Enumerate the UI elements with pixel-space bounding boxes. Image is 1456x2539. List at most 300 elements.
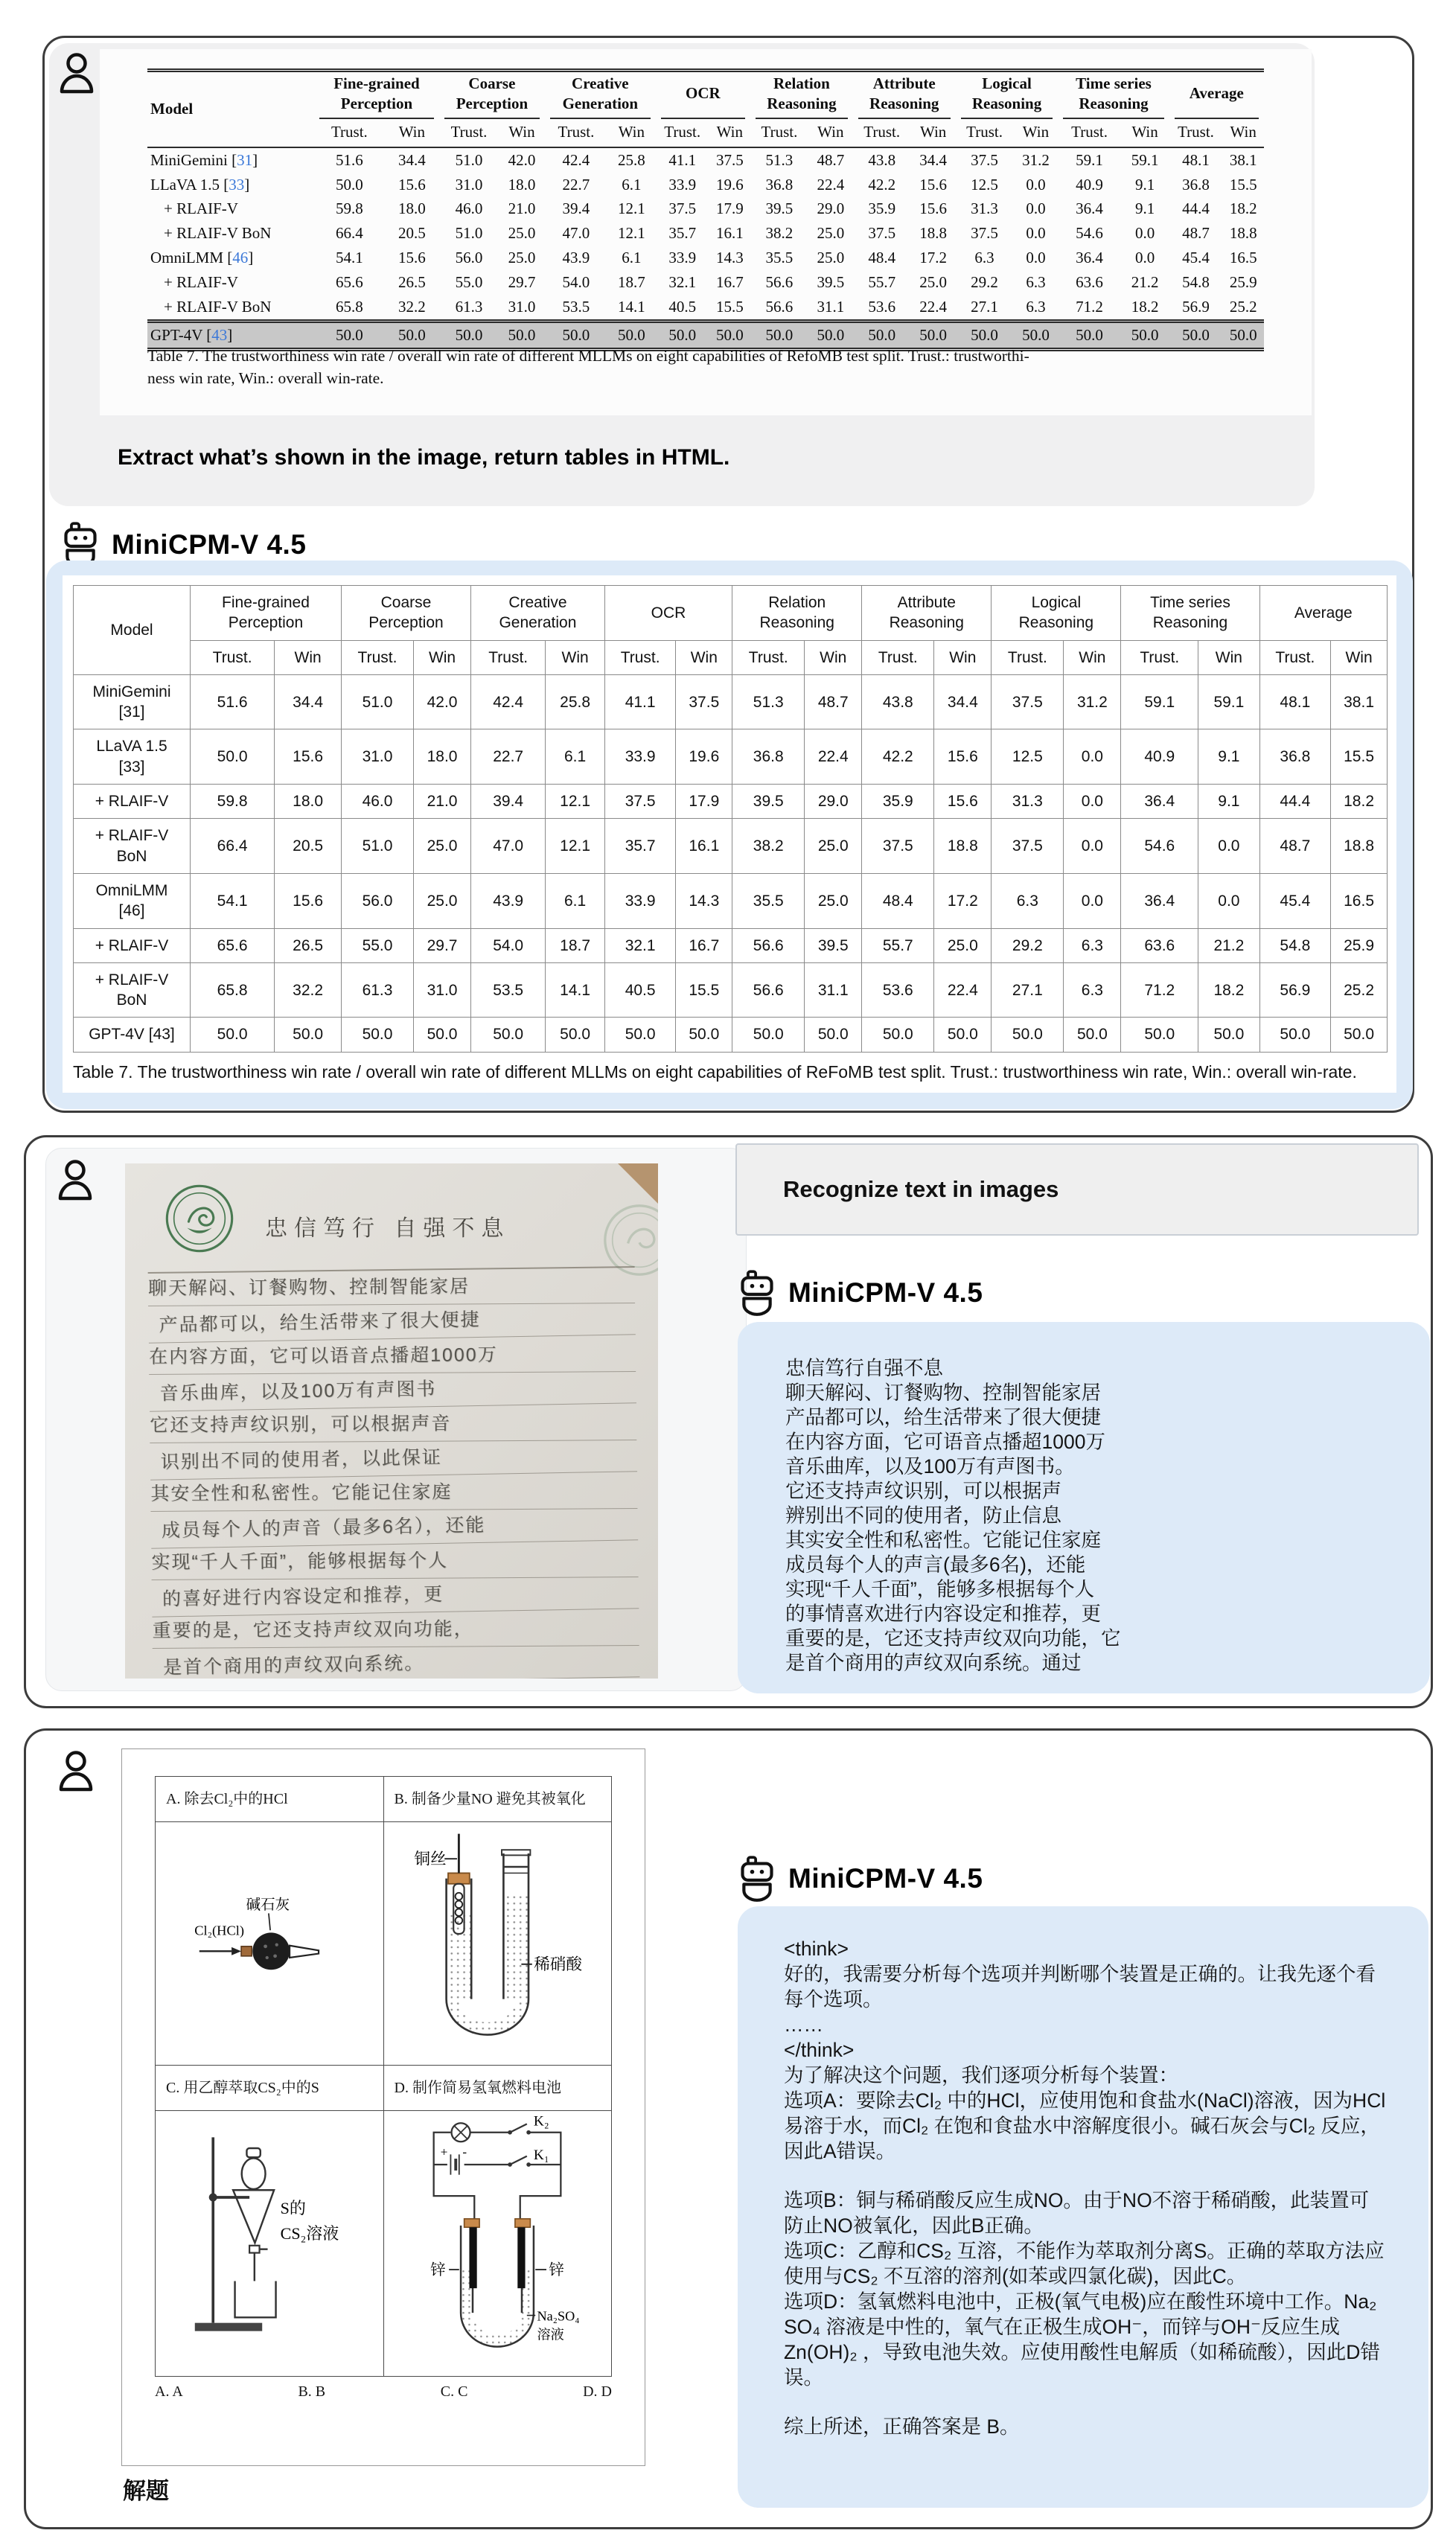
paper-table-cell: 54.6 xyxy=(1076,224,1103,243)
resp-table-cell: 18.7 xyxy=(546,928,605,962)
svg-text:+: + xyxy=(441,2144,448,2159)
paper-table-cell: 50.0 xyxy=(1013,321,1058,349)
paper-table-cell: 6.3 xyxy=(1026,297,1046,316)
resp-table-cell: 31.3 xyxy=(992,785,1064,819)
response-paragraph: …… xyxy=(784,2013,823,2036)
response-table-caption: Table 7. The trustworthiness win rate / overall win rate of different MLLMs on eight capabilities of ReFoMB test split. Trust.: trustworthiness win rate, Win.: overall win-rate. xyxy=(73,1062,1357,1082)
resp-col-group: Fine-grained Perception xyxy=(191,586,342,641)
paper-table-cell: 50.0 xyxy=(808,321,853,349)
resp-table-cell: 18.8 xyxy=(1331,819,1388,874)
option-d-diagram xyxy=(383,2111,612,2377)
resp-table-cell: 16.1 xyxy=(676,819,732,874)
resp-table-cell: 42.4 xyxy=(471,674,546,729)
dilute-nitric-acid-label: 稀硝酸 xyxy=(534,1955,583,1973)
handwritten-line: 的喜好进行内容设定和推荐，更 xyxy=(152,1574,639,1617)
handwritten-line: 音乐曲库，以及100万有声图书 xyxy=(149,1369,636,1411)
resp-col-group: Creative Generation xyxy=(471,586,605,641)
paper-table-cell: 22.4 xyxy=(919,297,947,316)
paper-table-cell: 32.1 xyxy=(668,273,697,291)
s-solution-label-2: CS₂溶液 xyxy=(280,2224,339,2243)
resp-table-cell: 50.0 xyxy=(191,1018,275,1052)
paper-table-cell: 18.8 xyxy=(919,224,947,243)
school-emblem-icon xyxy=(161,1180,238,1257)
ocr-response-text xyxy=(738,1322,1430,1676)
resp-table-cell: 25.9 xyxy=(1331,928,1388,962)
paper-table-cell: 38.2 xyxy=(765,224,794,243)
option-a-label: A. 除去Cl₂中的HCl xyxy=(156,1777,384,1822)
resp-table-cell: 25.0 xyxy=(805,873,862,928)
resp-table-cell: 25.2 xyxy=(1331,962,1388,1018)
resp-table-cell: 42.2 xyxy=(862,729,934,785)
paper-col-group: Attribute Reasoning xyxy=(853,71,956,119)
paper-table-cell: 45.4 xyxy=(1182,249,1210,267)
paper-table-cell: 31.2 xyxy=(1022,150,1050,169)
resp-table-cell: 15.5 xyxy=(676,962,732,1018)
paper-table-row xyxy=(147,147,1264,173)
resp-table-cell: 39.4 xyxy=(471,785,546,819)
response-table-panel xyxy=(63,575,1396,1093)
handwritten-line: 实现“千人千面”，能够根据每个人 xyxy=(151,1543,638,1580)
switch-k1-label: K₁ xyxy=(534,2147,549,2164)
paper-table-cell: 0.0 xyxy=(1134,224,1155,243)
user-icon xyxy=(58,1159,92,1202)
paper-model-name: + RLAIF-V xyxy=(164,199,238,218)
resp-model-name: + RLAIF-V BoN xyxy=(74,819,191,874)
paper-subheader: Win xyxy=(607,119,656,147)
response-paragraph: 好的，我需要分析每个选项并判断哪个装置是正确的。让我先逐个看每个选项。 xyxy=(784,1963,1376,2011)
resp-table-cell: 18.2 xyxy=(1198,962,1259,1018)
resp-table-cell: 51.3 xyxy=(732,674,805,729)
resp-table-cell: 35.7 xyxy=(604,819,676,874)
paper-col-group: Relation Reasoning xyxy=(750,71,853,119)
citation-number: 31 xyxy=(237,150,253,169)
paper-table-cell: 54.8 xyxy=(1182,273,1210,291)
resp-table-cell: 51.0 xyxy=(341,819,413,874)
paper-table-row xyxy=(147,221,1264,246)
paper-subheader: Win xyxy=(1013,119,1058,147)
resp-table-cell: 44.4 xyxy=(1259,785,1331,819)
resp-table-cell: 34.4 xyxy=(275,674,342,729)
resp-table-cell: 50.0 xyxy=(805,1018,862,1052)
paper-table-cell: 18.7 xyxy=(617,273,645,291)
paper-table-cell: 42.4 xyxy=(562,150,590,169)
paper-col-group: Creative Generation xyxy=(545,71,656,119)
paper-table-row xyxy=(147,270,1264,295)
resp-model-name: + RLAIF-V BoN xyxy=(74,962,191,1018)
response-line: 音乐曲库，以及100万有声图书。 xyxy=(785,1455,1075,1478)
handwritten-line: 识别出不同的使用者，以此保证 xyxy=(150,1437,637,1480)
paper-model-name: GPT-4V [43] xyxy=(147,321,314,349)
response-paragraph: <think> xyxy=(784,1938,849,1960)
resp-table-cell: 37.5 xyxy=(992,674,1064,729)
paper-table-caption xyxy=(147,345,1264,389)
paper-subheader: Win xyxy=(385,119,439,147)
paper-caption-line2: ness win rate, Win.: overall win-rate. xyxy=(147,368,384,387)
paper-table-cell: 63.6 xyxy=(1076,273,1103,291)
paper-table-cell: 15.5 xyxy=(1229,175,1257,194)
paper-table-cell: 29.2 xyxy=(971,273,998,291)
resp-table-cell: 38.1 xyxy=(1331,674,1388,729)
paper-table-cell: 44.4 xyxy=(1182,199,1210,218)
resp-subheader: Trust. xyxy=(191,640,275,674)
paper-subheader: Win xyxy=(808,119,853,147)
paper-table-cell: 47.0 xyxy=(562,224,590,243)
resp-table-cell: 50.0 xyxy=(1331,1018,1388,1052)
resp-col-group: OCR xyxy=(604,586,732,641)
resp-table-cell: 12.5 xyxy=(992,729,1064,785)
paper-table-cell: 21.0 xyxy=(508,199,536,218)
resp-table-cell: 18.0 xyxy=(414,729,471,785)
response-paragraph: 选项C：乙醇和CS₂ 互溶，不能作为萃取剂分离S。正确的萃取方法应使用与CS₂ 不互溶的溶剂(如苯或四氯化碳)，因此C。 xyxy=(784,2240,1385,2287)
soda-lime-label: 碱石灰 xyxy=(246,1897,290,1913)
paper-table-cell: 31.1 xyxy=(817,297,845,316)
resp-table-cell: 15.5 xyxy=(1331,729,1388,785)
paper-table-cell: 56.0 xyxy=(455,249,483,267)
resp-table-cell: 25.0 xyxy=(414,819,471,874)
resp-table-cell: 56.0 xyxy=(341,873,413,928)
paper-table-row xyxy=(147,197,1264,221)
paper-table-cell: 56.9 xyxy=(1182,297,1210,316)
handwritten-line: 是首个商用的声纹双向系统。 xyxy=(153,1643,640,1679)
resp-table-cell: 15.6 xyxy=(934,729,992,785)
resp-table-cell: 37.5 xyxy=(992,819,1064,874)
resp-table-cell: 0.0 xyxy=(1198,873,1259,928)
paper-table-cell: 55.7 xyxy=(868,273,896,291)
resp-table-cell: 48.7 xyxy=(1259,819,1331,874)
resp-table-cell: 50.0 xyxy=(862,1018,934,1052)
resp-table-cell: 17.9 xyxy=(676,785,732,819)
reasoning-response-text xyxy=(738,1906,1428,2439)
resp-table-cell: 15.6 xyxy=(275,729,342,785)
resp-table-cell: 6.3 xyxy=(992,873,1064,928)
resp-table-cell: 45.4 xyxy=(1259,873,1331,928)
photo-corner-background xyxy=(618,1163,658,1204)
resp-table-cell: 59.1 xyxy=(1198,674,1259,729)
resp-subheader: Trust. xyxy=(1259,640,1331,674)
paper-table-cell: 15.6 xyxy=(919,175,947,194)
resp-table-cell: 9.1 xyxy=(1198,729,1259,785)
handwritten-line: 其安全性和私密性。它能记住家庭 xyxy=(150,1475,637,1512)
paper-model-name: LLaVA 1.5 [33] xyxy=(150,175,250,194)
paper-table-row xyxy=(147,173,1264,197)
attached-chemistry-question-image xyxy=(121,1748,645,2466)
paper-table-cell: 50.0 xyxy=(499,321,545,349)
resp-table-cell: 55.0 xyxy=(341,928,413,962)
resp-table-cell: 0.0 xyxy=(1064,785,1121,819)
paper-table-cell: 50.0 xyxy=(1058,321,1120,349)
option-b-label: B. 制备少量NO 避免其被氧化 xyxy=(383,1777,612,1822)
response-table xyxy=(73,585,1388,1053)
resp-table-cell: 33.9 xyxy=(604,873,676,928)
paper-subheader: Trust. xyxy=(1169,119,1223,147)
response-table-row xyxy=(74,962,1388,1018)
resp-table-cell: 40.9 xyxy=(1121,729,1198,785)
paper-table-cell: 40.5 xyxy=(668,297,697,316)
resp-table-cell: 50.0 xyxy=(604,1018,676,1052)
paper-table-cell: 41.1 xyxy=(668,150,697,169)
resp-table-cell: 48.4 xyxy=(862,873,934,928)
resp-table-cell: 51.0 xyxy=(341,674,413,729)
paper-table-cell: 15.6 xyxy=(397,249,426,267)
paper-table-cell: 50.0 xyxy=(385,321,439,349)
paper-table-cell: 16.1 xyxy=(715,224,744,243)
response-paragraph: 为了解决这个问题，我们逐项分析每个装置： xyxy=(784,2064,1178,2086)
paper-table-cell: 50.0 xyxy=(750,321,808,349)
model-name: MiniCPM-V 4.5 xyxy=(112,529,307,560)
resp-table-cell: 18.0 xyxy=(275,785,342,819)
resp-table-cell: 37.5 xyxy=(676,674,732,729)
paper-table-cell: 50.0 xyxy=(709,321,750,349)
citation-number: 43 xyxy=(211,325,228,344)
paper-table-cell: 71.2 xyxy=(1076,297,1103,316)
resp-subheader: Win xyxy=(934,640,992,674)
paper-table-cell: 25.9 xyxy=(1229,273,1257,291)
model-header xyxy=(738,1270,983,1316)
paper-table-cell: 39.5 xyxy=(817,273,845,291)
resp-col-group: Attribute Reasoning xyxy=(862,586,992,641)
paper-subheader: Trust. xyxy=(853,119,911,147)
user-prompt-text: Recognize text in images xyxy=(783,1176,1059,1202)
resp-table-cell: 34.4 xyxy=(934,674,992,729)
resp-table-cell: 50.0 xyxy=(1064,1018,1121,1052)
gas-in-label: Cl₂(HCl) xyxy=(194,1923,244,1938)
resp-table-cell: 29.7 xyxy=(414,928,471,962)
paper-model-name: + RLAIF-V BoN xyxy=(164,224,272,243)
model-response-bubble xyxy=(738,1322,1430,1693)
resp-table-cell: 6.1 xyxy=(546,729,605,785)
resp-table-cell: 31.0 xyxy=(341,729,413,785)
example-card-table-extraction xyxy=(42,36,1414,1113)
example-card-ocr xyxy=(24,1135,1433,1708)
paper-col-group: OCR xyxy=(656,71,750,119)
paper-table-cell: 50.0 xyxy=(1121,321,1169,349)
resp-table-cell: 65.8 xyxy=(191,962,275,1018)
response-line: 辨别出不同的使用者，防止信息 xyxy=(785,1504,1061,1527)
resp-subheader: Win xyxy=(414,640,471,674)
paper-table-cell: 25.0 xyxy=(919,273,947,291)
paper-subheader: Trust. xyxy=(956,119,1014,147)
paper-table-cell: 25.0 xyxy=(817,249,845,267)
resp-col-group: Relation Reasoning xyxy=(732,586,862,641)
paper-table-cell: 25.0 xyxy=(817,224,845,243)
response-line: 的事情喜欢进行内容设定和推荐，更 xyxy=(785,1603,1101,1625)
paper-table-cell: 42.0 xyxy=(508,150,536,169)
resp-table-cell: 32.1 xyxy=(604,928,676,962)
citation-number: 46 xyxy=(232,249,249,267)
paper-table-cell: 16.5 xyxy=(1229,249,1257,267)
response-paragraph: </think> xyxy=(784,2039,855,2061)
resp-table-cell: 0.0 xyxy=(1064,729,1121,785)
resp-table-cell: 14.1 xyxy=(546,962,605,1018)
paper-table-cell: 9.1 xyxy=(1134,199,1155,218)
paper-table-cell: 18.0 xyxy=(508,175,536,194)
paper-table-cell: 15.6 xyxy=(397,175,426,194)
paper-subheader: Win xyxy=(709,119,750,147)
user-message-bubble xyxy=(49,43,1315,506)
paper-table-cell: 59.1 xyxy=(1131,150,1159,169)
paper-table-cell: 29.0 xyxy=(817,199,845,218)
resp-table-cell: 12.1 xyxy=(546,819,605,874)
response-line: 聊天解闷、订餐购物、控制智能家居 xyxy=(785,1382,1101,1404)
paper-subheader: Trust. xyxy=(314,119,385,147)
resp-table-cell: 25.0 xyxy=(805,819,862,874)
paper-table-cell: 0.0 xyxy=(1026,224,1046,243)
handwritten-line: 聊天解闷、订餐购物、控制智能家居 xyxy=(148,1269,635,1306)
handwritten-line: 在内容方面，它可以语音点播超1000万 xyxy=(149,1338,636,1375)
resp-table-cell: 16.7 xyxy=(676,928,732,962)
resp-table-cell: 48.1 xyxy=(1259,674,1331,729)
robot-icon xyxy=(738,1856,776,1902)
resp-table-cell: 63.6 xyxy=(1121,928,1198,962)
handwritten-line: 产品都可以，给生活带来了很大便捷 xyxy=(148,1300,636,1343)
paper-table-cell: 36.8 xyxy=(1182,175,1210,194)
paper-col-group: Logical Reasoning xyxy=(956,71,1059,119)
separating-funnel-diagram-icon xyxy=(188,2123,351,2354)
paper-table-cell: 18.2 xyxy=(1229,199,1257,218)
resp-table-cell: 32.2 xyxy=(275,962,342,1018)
paper-table-row xyxy=(147,295,1264,321)
paper-table-cell: 37.5 xyxy=(715,150,744,169)
resp-table-cell: 54.8 xyxy=(1259,928,1331,962)
resp-table-cell: 36.4 xyxy=(1121,873,1198,928)
paper-table-cell: 34.4 xyxy=(397,150,426,169)
s-solution-label-1: S的 xyxy=(280,2199,306,2217)
na2so4-label: Na₂SO₄ xyxy=(537,2308,580,2324)
switch-k2-label: K₂ xyxy=(534,2115,549,2130)
paper-table-cell: 19.6 xyxy=(715,175,744,194)
paper-subheader: Trust. xyxy=(545,119,607,147)
user-prompt-text: Extract what’s shown in the image, return tables in HTML. xyxy=(118,445,730,470)
paper-table-cell: 36.8 xyxy=(765,175,794,194)
resp-table-cell: 22.4 xyxy=(934,962,992,1018)
response-html-table xyxy=(73,585,1388,1053)
resp-table-cell: 29.2 xyxy=(992,928,1064,962)
paper-model-name: OmniLMM [46] xyxy=(150,249,254,267)
paper-subheader: Win xyxy=(911,119,956,147)
paper-table-cell: 39.4 xyxy=(562,199,590,218)
model-header xyxy=(738,1856,983,1902)
resp-subheader: Win xyxy=(1331,640,1388,674)
resp-subheader: Trust. xyxy=(862,640,934,674)
zinc-left-label: 锌 xyxy=(430,2261,446,2278)
paper-table-cell: 50.0 xyxy=(853,321,911,349)
resp-table-cell: 6.3 xyxy=(1064,928,1121,962)
resp-table-cell: 12.1 xyxy=(546,785,605,819)
copper-wire-label: 铜丝 xyxy=(414,1850,447,1868)
resp-table-cell: 59.8 xyxy=(191,785,275,819)
paper-table-cell: 48.7 xyxy=(1182,224,1210,243)
paper-table-cell: 37.5 xyxy=(971,150,998,169)
resp-table-cell: 15.6 xyxy=(275,873,342,928)
paper-subheader: Trust. xyxy=(439,119,499,147)
paper-table-cell: 53.5 xyxy=(562,297,590,316)
paper-model-name: + RLAIF-V xyxy=(164,273,238,291)
model-name: MiniCPM-V 4.5 xyxy=(788,1863,983,1894)
paper-table-cell: 65.8 xyxy=(336,297,363,316)
response-line: 它还支持声纹识别，可以根据声 xyxy=(785,1480,1061,1502)
paper-subheader: Trust. xyxy=(656,119,709,147)
paper-table-cell: 33.9 xyxy=(668,175,697,194)
response-line: 成员每个人的声言(最多6名)，还能 xyxy=(785,1553,1086,1576)
resp-table-cell: 0.0 xyxy=(1198,819,1259,874)
resp-table-cell: 56.9 xyxy=(1259,962,1331,1018)
resp-table-cell: 25.0 xyxy=(414,873,471,928)
resp-subheader: Win xyxy=(275,640,342,674)
option-c-label: C. 用乙醇萃取CS₂中的S xyxy=(156,2066,384,2111)
resp-table-cell: 25.0 xyxy=(934,928,992,962)
resp-table-cell: 50.0 xyxy=(732,1018,805,1052)
handwritten-line: 它还支持声纹识别，可以根据声音 xyxy=(150,1406,636,1443)
paper-table-cell: 18.8 xyxy=(1229,224,1257,243)
paper-table-cell: 50.0 xyxy=(956,321,1014,349)
chemistry-options-table xyxy=(155,1776,612,2377)
paper-col-group: Average xyxy=(1169,71,1264,119)
paper-table-cell: 50.0 xyxy=(1169,321,1223,349)
paper-table-cell: 15.6 xyxy=(919,199,947,218)
resp-table-cell: 29.0 xyxy=(805,785,862,819)
resp-table-cell: 16.5 xyxy=(1331,873,1388,928)
paper-table-cell: 37.5 xyxy=(971,224,998,243)
paper-table-cell: 61.3 xyxy=(455,297,483,316)
resp-table-cell: 43.8 xyxy=(862,674,934,729)
zinc-right-label: 锌 xyxy=(549,2261,565,2278)
resp-table-cell: 50.0 xyxy=(1198,1018,1259,1052)
resp-table-cell: 50.0 xyxy=(676,1018,732,1052)
resp-table-cell: 48.7 xyxy=(805,674,862,729)
paper-table-cell: 25.8 xyxy=(617,150,645,169)
paper-table-cell: 36.4 xyxy=(1076,249,1103,267)
resp-subheader: Trust. xyxy=(471,640,546,674)
option-c-diagram xyxy=(156,2111,384,2377)
paragraph-spacer xyxy=(784,2390,1388,2414)
paper-table-cell: 35.7 xyxy=(668,224,697,243)
response-line: 其实安全性和私密性。它能记住家庭 xyxy=(785,1529,1101,1551)
paper-table-cell: 39.5 xyxy=(765,199,794,218)
resp-table-cell: 17.2 xyxy=(934,873,992,928)
resp-table-cell: 50.0 xyxy=(341,1018,413,1052)
resp-model-name: + RLAIF-V xyxy=(74,785,191,819)
response-table-row xyxy=(74,873,1388,928)
resp-table-cell: 50.0 xyxy=(414,1018,471,1052)
paper-table-cell: 50.0 xyxy=(545,321,607,349)
handwritten-text-block xyxy=(148,1266,640,1679)
paper-table-cell: 6.3 xyxy=(974,249,994,267)
resp-table-cell: 56.6 xyxy=(732,928,805,962)
resp-table-cell: 59.1 xyxy=(1121,674,1198,729)
paper-table-cell: 50.0 xyxy=(314,321,385,349)
paper-table-cell: 55.0 xyxy=(455,273,483,291)
resp-subheader: Trust. xyxy=(1121,640,1198,674)
resp-subheader: Trust. xyxy=(341,640,413,674)
resp-table-cell: 15.6 xyxy=(934,785,992,819)
paper-table-cell: 0.0 xyxy=(1026,199,1046,218)
resp-model-name: + RLAIF-V xyxy=(74,928,191,962)
resp-table-cell: 54.0 xyxy=(471,928,546,962)
response-paragraph: 综上所述，正确答案是 B。 xyxy=(784,2415,1020,2438)
resp-table-cell: 71.2 xyxy=(1121,962,1198,1018)
paper-table-cell: 36.4 xyxy=(1076,199,1103,218)
paper-table-cell: 15.5 xyxy=(715,297,744,316)
resp-col-group: Coarse Perception xyxy=(341,586,470,641)
resp-table-cell: 22.4 xyxy=(805,729,862,785)
response-line: 实现“千人千面”，能够多根据每个人 xyxy=(785,1578,1095,1600)
paper-table-cell: 21.2 xyxy=(1131,273,1159,291)
resp-table-cell: 61.3 xyxy=(341,962,413,1018)
model-name: MiniCPM-V 4.5 xyxy=(788,1277,983,1308)
resp-table-cell: 53.6 xyxy=(862,962,934,1018)
paper-table-cell: 18.0 xyxy=(397,199,426,218)
resp-table-cell: 46.0 xyxy=(341,785,413,819)
